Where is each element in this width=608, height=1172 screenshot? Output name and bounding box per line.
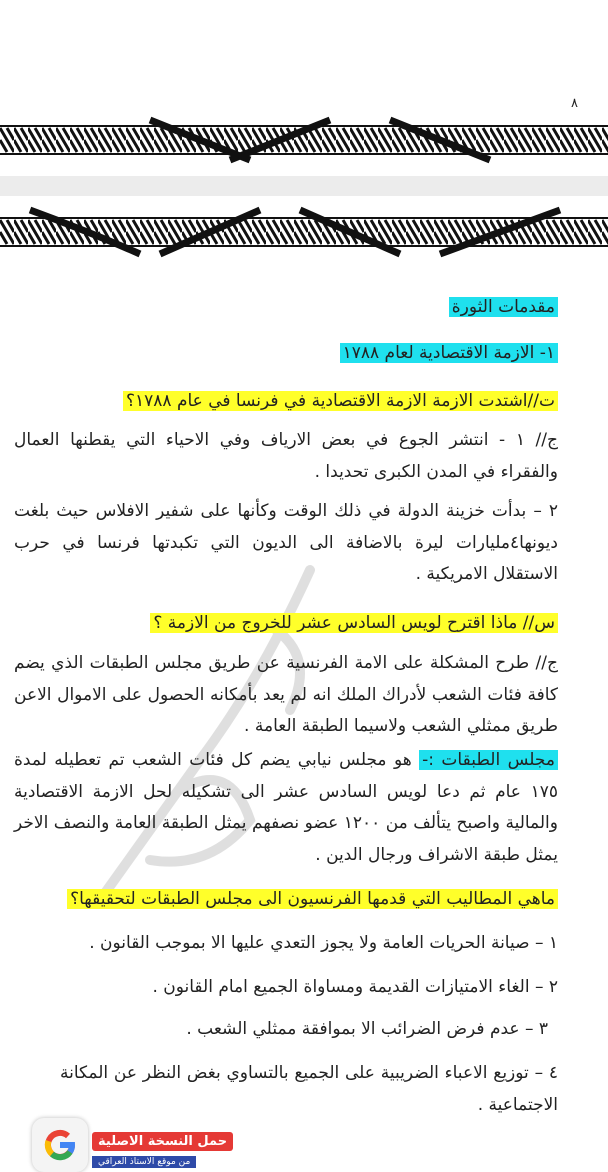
download-original-badge[interactable] — [32, 1118, 252, 1172]
badge-subtitle: من موقع الاستاذ العراقي — [92, 1156, 196, 1168]
demand-item: ٤ – توزيع الاعباء الضريبية على الجميع بالتساوي بغض النظر عن المكانة الاجتماعية . — [60, 1063, 558, 1115]
question-3: ماهي المطاليب التي قدمها الفرنسيون الى مجلس الطبقات لتحقيقها؟ — [67, 889, 558, 909]
page-number: ٨ — [571, 96, 578, 111]
badge-title: حمل النسخة الاصلية — [92, 1132, 233, 1151]
estates-general-label: مجلس الطبقات :- — [419, 750, 558, 770]
google-icon — [32, 1118, 88, 1172]
answer-2: ج// طرح المشكلة على الامة الفرنسية عن طريق مجلس الطبقات الذي يضم كافة فئات الشعب لأدراك الملك انه لم يعد بأمكانه الحصول على الاموال الاعن طريق ممثلي الشعب ولاسيما الطبقة العامة . — [14, 653, 558, 736]
subsection-title: ١- الازمة الاقتصادية لعام ١٧٨٨ — [340, 343, 558, 363]
demand-item: ٣ – عدم فرض الضرائب الا بموافقة ممثلي الشعب . — [186, 1019, 548, 1039]
rope-border-top — [0, 112, 608, 168]
estates-general-definition — [14, 745, 558, 871]
demand-item: ١ – صيانة الحريات العامة ولا يجوز التعدي عليها الا بموجب القانون . — [89, 933, 558, 953]
section-title: مقدمات الثورة — [449, 297, 558, 317]
question-1: ت//اشتدت الازمة الازمة الاقتصادية في فرنسا في عام ١٧٨٨؟ — [123, 391, 558, 411]
page-gap — [0, 176, 608, 196]
demand-item: ٢ – الغاء الامتيازات القديمة ومساواة الجميع امام القانون . — [152, 977, 558, 997]
question-2: س// ماذا اقترح لويس السادس عشر للخروج من الازمة ؟ — [150, 613, 558, 633]
estates-general-text: هو مجلس نيابي يضم كل فئات الشعب تم تعطيله لمدة ١٧٥ عام ثم دعا لويس السادس عشر الى تشكيله لحل الازمة الاقتصادية والمالية واصبح يتألف من ١٢٠٠ عضو نصفهم يمثل الطبقة العامة والنصف الاخر يمثل طبقة الاشراف ورجال الدين . — [14, 750, 558, 865]
answer-1-point-1: ج// ١ - انتشر الجوع في بعض الارياف وفي الاحياء التي يقطنها العمال والفقراء في المدن الكبرى تحديدا . — [14, 430, 558, 482]
answer-1-point-2: ٢ – بدأت خزينة الدولة في ذلك الوقت وكأنها على شفير الافلاس حيث بلغت ديونها٤مليارات ليرة بالاضافة الى الديون التي تكبدتها فرنسا في حرب الاستقلال الامريكية . — [14, 501, 558, 584]
rope-border-bottom — [0, 204, 608, 260]
